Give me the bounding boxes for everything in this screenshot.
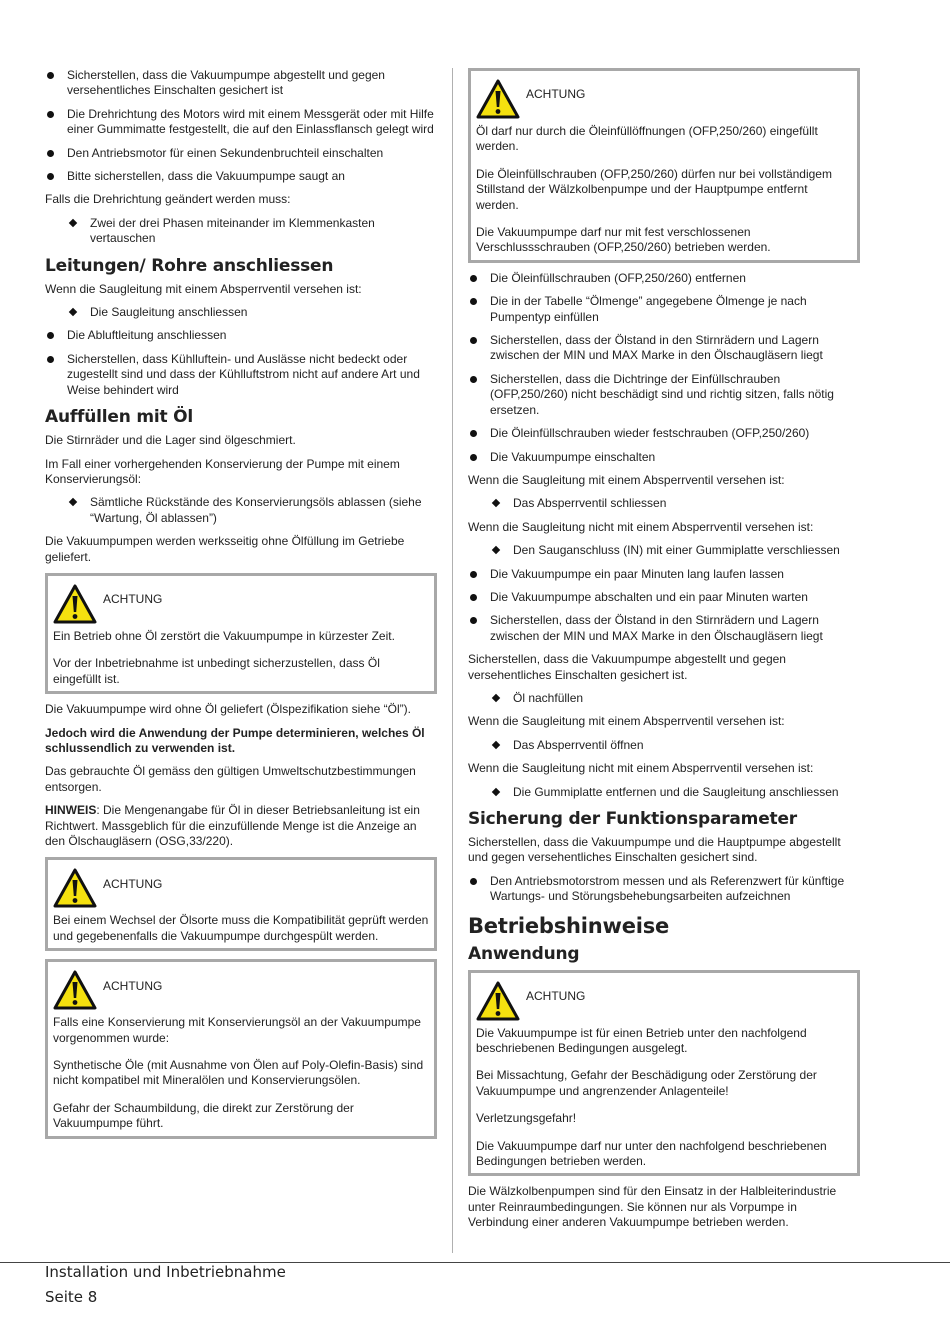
list-item: Sicherstellen, dass die Dichtringe der Einfüllschrauben (OFP,250/260) nicht beschädigt sind und richtig sitzen, falls nötig ersetzen. bbox=[468, 372, 860, 418]
sub-list-item: Den Sauganschluss (IN) mit einer Gummiplatte verschliessen bbox=[468, 543, 860, 558]
hint-label: HINWEIS bbox=[45, 803, 97, 818]
list-item: Sicherstellen, dass Kühlluftein- und Auslässe nicht bedeckt oder zugestellt sind und dass der Kühlluftstrom nicht auf andere Art und Weise behindert wird bbox=[45, 352, 437, 398]
list-item: Die Öleinfüllschrauben wieder festschrauben (OFP,250/260) bbox=[468, 426, 860, 441]
oil-paragraph: Im Fall einer vorhergehenden Konservierung der Pumpe mit einem Konservierungsöl: bbox=[45, 456, 400, 486]
warning-triangle-icon bbox=[53, 867, 97, 909]
valve-sub-list bbox=[468, 738, 860, 753]
warning-text: Die Öleinfüllschrauben (OFP,250/260) dürfen nur bei vollständigem Stillstand der Wälzkolbenpumpe und der Hauptpumpe entfernt werden. bbox=[476, 166, 832, 212]
intro-bullet-list bbox=[45, 68, 437, 184]
warning-text: Die Vakuumpumpe ist für einen Betrieb unter den nachfolgend beschriebenen Bedingungen ausgelegt. bbox=[476, 1025, 807, 1056]
warning-text: Vor der Inbetriebnahme ist unbedingt sicherzustellen, dass Öl eingefüllt ist. bbox=[53, 656, 380, 686]
section-title-application: Anwendung bbox=[468, 943, 580, 964]
warning-text: Falls eine Konservierung mit Konservierungsöl an der Vakuumpumpe vorgenommen wurde: bbox=[53, 1015, 421, 1045]
warning-text: Öl darf nur durch die Öleinfüllöffnungen (OFP,250/260) eingefüllt werden. bbox=[476, 124, 818, 154]
oil-paragraph: Die Vakuumpumpe wird ohne Öl geliefert (Ölspezifikation siehe “Öl”). bbox=[45, 702, 411, 717]
oil-paragraph: Das gebrauchte Öl gemäss den gültigen Umweltschutzbestimmungen entsorgen. bbox=[45, 764, 416, 794]
list-item: Den Antriebsmotorstrom messen und als Referenzwert für künftige Wartungs- und Störungsbehebungsarbeiten aufzeichnen bbox=[468, 874, 860, 905]
list-item: Sicherstellen, dass der Ölstand in den Stirnrädern und Lagern zwischen der MIN und MAX Marke in den Ölschaugläsern liegt bbox=[468, 333, 860, 364]
pipes-sub-list bbox=[45, 305, 437, 320]
valve-sub-list bbox=[468, 496, 860, 511]
warning-text: Die Vakuumpumpe darf nur mit fest verschlossenen Verschlussschrauben (OFP,250/260) betrieben werden. bbox=[476, 225, 771, 255]
pipes-bullet-list bbox=[45, 328, 437, 398]
warning-header bbox=[476, 76, 852, 122]
rotation-change-text: Falls die Drehrichtung geändert werden muss: bbox=[45, 192, 291, 207]
params-bullet-list bbox=[468, 874, 860, 905]
sub-list-item: Sämtliche Rückstände des Konservierungsöls ablassen (siehe “Wartung, Öl ablassen”) bbox=[45, 495, 437, 526]
warning-header bbox=[53, 967, 429, 1013]
valve-paragraph: Wenn die Saugleitung mit einem Absperrventil versehen ist: bbox=[468, 714, 785, 729]
list-item: Die Vakuumpumpe abschalten und ein paar Minuten warten bbox=[468, 590, 860, 605]
warning-label: ACHTUNG bbox=[103, 592, 163, 607]
list-item: Bitte sicherstellen, dass die Vakuumpumpe saugt an bbox=[45, 169, 437, 184]
oil-emphasis-paragraph: Jedoch wird die Anwendung der Pumpe determinieren, welches Öl schlussendlich zu verwenden ist. bbox=[45, 725, 425, 755]
warning-triangle-icon bbox=[53, 969, 97, 1011]
oil-paragraph: Die Stirnräder und die Lager sind ölgeschmiert. bbox=[45, 433, 296, 448]
hint-text: : Die Mengenangabe für Öl in dieser Betriebsanleitung ist ein Richtwert. Massgeblich für die einzufüllende Menge ist die Anzeige an den Ölschaugläsern (OSG,33/220). bbox=[45, 803, 420, 848]
valve-sub-list bbox=[468, 543, 860, 558]
warning-text: Gefahr der Schaumbildung, die direkt zur Zerstörung der Vakuumpumpe führt. bbox=[53, 1100, 354, 1131]
warning-label: ACHTUNG bbox=[103, 876, 163, 891]
warning-header bbox=[53, 581, 429, 627]
hint-paragraph bbox=[45, 803, 437, 849]
sub-list-item: Die Saugleitung anschliessen bbox=[45, 305, 437, 320]
warning-box bbox=[468, 68, 860, 263]
valve-paragraph: Wenn die Saugleitung mit einem Absperrventil versehen ist: bbox=[468, 472, 785, 487]
list-item: Die Drehrichtung des Motors wird mit einem Messgerät oder mit Hilfe einer Gummimatte festgestellt, die auf den Einlassflansch gelegt wird bbox=[45, 107, 437, 138]
section-title-oil: Auffüllen mit Öl bbox=[45, 407, 194, 428]
section-title-pipes: Leitungen/ Rohre anschliessen bbox=[45, 255, 334, 276]
warning-text: Bei einem Wechsel der Ölsorte muss die Kompatibilität geprüft werden und gegebenenfalls die Vakuumpumpe durchgespült werden. bbox=[53, 913, 429, 943]
warning-box bbox=[468, 970, 860, 1177]
section-title-params: Sicherung der Funktionsparameter bbox=[468, 809, 797, 829]
warning-text: Synthetische Öle (mit Ausnahme von Ölen auf Poly-Olefin-Basis) sind nicht kompatibel mit Mineralölen und Konservierungsölen. bbox=[53, 1058, 424, 1088]
secure-paragraph: Sicherstellen, dass die Vakuumpumpe abgestellt und gegen versehentliches Einschalten gesichert ist. bbox=[468, 652, 786, 682]
warning-text: Die Vakuumpumpe darf nur unter den nachfolgend beschriebenen Bedingungen betrieben werden. bbox=[476, 1138, 827, 1169]
sub-list-item: Öl nachfüllen bbox=[468, 691, 860, 706]
fill-bullet-list bbox=[468, 271, 860, 465]
sub-list-item: Das Absperrventil öffnen bbox=[468, 738, 860, 753]
warning-triangle-icon bbox=[476, 78, 520, 120]
list-item: Die Öleinfüllschrauben (OFP,250/260) entfernen bbox=[468, 271, 860, 286]
warning-label: ACHTUNG bbox=[526, 988, 586, 1003]
left-column bbox=[45, 68, 437, 1147]
run-bullet-list bbox=[468, 567, 860, 645]
list-item: Sicherstellen, dass der Ölstand in den Stirnrädern und Lagern zwischen der MIN und MAX Marke in den Ölschaugläsern liegt bbox=[468, 613, 860, 644]
oil-sub-list bbox=[45, 495, 437, 526]
rotation-sub-list bbox=[45, 216, 437, 247]
sub-list-item: Die Gummiplatte entfernen und die Saugleitung anschliessen bbox=[468, 785, 860, 800]
refill-sub-list bbox=[468, 691, 860, 706]
sub-list-item: Das Absperrventil schliessen bbox=[468, 496, 860, 511]
list-item: Die Abluftleitung anschliessen bbox=[45, 328, 437, 343]
warning-text: Bei Missachtung, Gefahr der Beschädigung oder Zerstörung der Vakuumpumpe und angrenzender Anlagenteile! bbox=[476, 1068, 817, 1098]
warning-triangle-icon bbox=[53, 583, 97, 625]
warning-box bbox=[45, 959, 437, 1138]
oil-paragraph: Die Vakuumpumpen werden werksseitig ohne Ölfüllung im Getriebe geliefert. bbox=[45, 534, 405, 564]
list-item: Sicherstellen, dass die Vakuumpumpe abgestellt und gegen versehentliches Einschalten gesichert ist bbox=[45, 68, 437, 99]
warning-triangle-icon bbox=[476, 980, 520, 1022]
params-paragraph: Sicherstellen, dass die Vakuumpumpe und die Hauptpumpe abgestellt und gegen versehentliches Einschalten gesichert sind. bbox=[468, 835, 841, 865]
warning-header bbox=[53, 865, 429, 911]
list-item: Die Vakuumpumpe ein paar Minuten lang laufen lassen bbox=[468, 567, 860, 582]
warning-box bbox=[45, 573, 437, 694]
warning-label: ACHTUNG bbox=[526, 87, 586, 102]
valve-paragraph: Wenn die Saugleitung nicht mit einem Absperrventil versehen ist: bbox=[468, 761, 814, 776]
section-title-operations: Betriebshinweise bbox=[468, 913, 670, 938]
list-item: Die in der Tabelle “Ölmenge” angegebene Ölmenge je nach Pumpentyp einfüllen bbox=[468, 294, 860, 325]
warning-label: ACHTUNG bbox=[103, 978, 163, 993]
footer-title: Installation und Inbetriebnahme bbox=[45, 1263, 286, 1281]
right-column bbox=[468, 68, 860, 1239]
page-number: Seite 8 bbox=[45, 1288, 98, 1306]
sub-list-item: Zwei der drei Phasen miteinander im Klemmenkasten vertauschen bbox=[45, 216, 437, 247]
application-paragraph: Die Wälzkolbenpumpen sind für den Einsatz in der Halbleiterindustrie unter Reinraumbedingungen. Sie können nur als Vorpumpe in Verbindung einer anderen Vakuumpumpe betrieben werden. bbox=[468, 1184, 837, 1230]
list-item: Die Vakuumpumpe einschalten bbox=[468, 450, 860, 465]
valve-paragraph: Wenn die Saugleitung nicht mit einem Absperrventil versehen ist: bbox=[468, 519, 814, 534]
valve-sub-list bbox=[468, 785, 860, 800]
list-item: Den Antriebsmotor für einen Sekundenbruchteil einschalten bbox=[45, 146, 437, 161]
warning-header bbox=[476, 978, 852, 1024]
warning-text: Ein Betrieb ohne Öl zerstört die Vakuumpumpe in kürzester Zeit. bbox=[53, 628, 395, 643]
column-divider bbox=[452, 68, 453, 1253]
warning-text: Verletzungsgefahr! bbox=[476, 1111, 577, 1126]
pipes-intro: Wenn die Saugleitung mit einem Absperrventil versehen ist: bbox=[45, 281, 362, 296]
warning-box bbox=[45, 857, 437, 951]
